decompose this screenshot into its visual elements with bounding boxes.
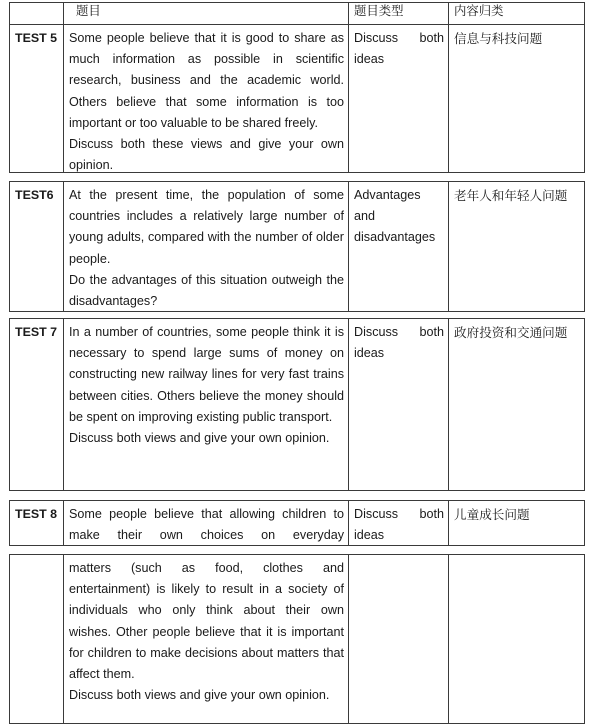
header-col-test	[10, 3, 64, 24]
table-row	[9, 24, 585, 173]
question-text	[64, 319, 349, 490]
question-paragraph: Discuss both views and give your own opinion.	[69, 688, 330, 703]
question-text	[64, 555, 349, 723]
question-category	[449, 555, 584, 723]
question-type: Discuss both ideas	[349, 319, 449, 490]
question-type: Advantages and disadvantages	[349, 182, 449, 311]
question-type: Discuss both ideas	[349, 25, 449, 172]
test-id	[10, 555, 64, 723]
table-row-continuation	[9, 554, 585, 724]
question-category: 儿童成长问题	[454, 507, 530, 522]
question-paragraph: Some people believe that it is good to share as much information as possible in scientific research, business and the academic world. Others believe that some information is too important or too valuable to be shared freely.	[69, 31, 344, 130]
table-row	[9, 181, 585, 312]
question-paragraph: At the present time, the population of some countries includes a relatively large number of young adults, compared with the number of older people.	[69, 188, 344, 266]
question-type: Discuss both ideas	[349, 501, 449, 545]
question-text	[64, 501, 349, 545]
test-id: TEST 5	[10, 25, 64, 172]
question-category: 信息与科技问题	[454, 31, 543, 46]
question-category: 政府投资和交通问题	[454, 325, 568, 340]
question-paragraph: Do the advantages of this situation outweigh the disadvantages?	[69, 272, 344, 309]
header-col-type: 题目类型	[349, 3, 449, 24]
question-paragraph: In a number of countries, some people think it is necessary to spend large sums of money on constructing new railway lines for very fast trains between cities. Others believe the money should be spent on improving existing public transport.	[69, 325, 344, 424]
header-col-question: 题目	[64, 3, 349, 24]
table-row	[9, 318, 585, 491]
question-category: 老年人和年轻人问题	[454, 188, 568, 203]
table-header	[9, 2, 585, 25]
table-row	[9, 500, 585, 546]
test-id: TEST 7	[10, 319, 64, 490]
question-paragraph: Discuss both these views and give your own opinion.	[69, 137, 344, 173]
question-paragraph: matters (such as food, clothes and entertainment) is likely to result in a society of individuals who only think about their own wishes. Other people believe that it is important for children to make decisions about matters that affect them.	[69, 561, 344, 682]
header-col-category: 内容归类	[454, 3, 504, 18]
question-text	[64, 25, 349, 172]
question-type	[349, 555, 449, 723]
test-id: TEST6	[10, 182, 64, 311]
question-paragraph: Some people believe that allowing children to make their own choices on everyday	[69, 507, 344, 543]
question-paragraph: Discuss both views and give your own opinion.	[69, 431, 330, 446]
question-text	[64, 182, 349, 311]
test-id: TEST 8	[10, 501, 64, 545]
